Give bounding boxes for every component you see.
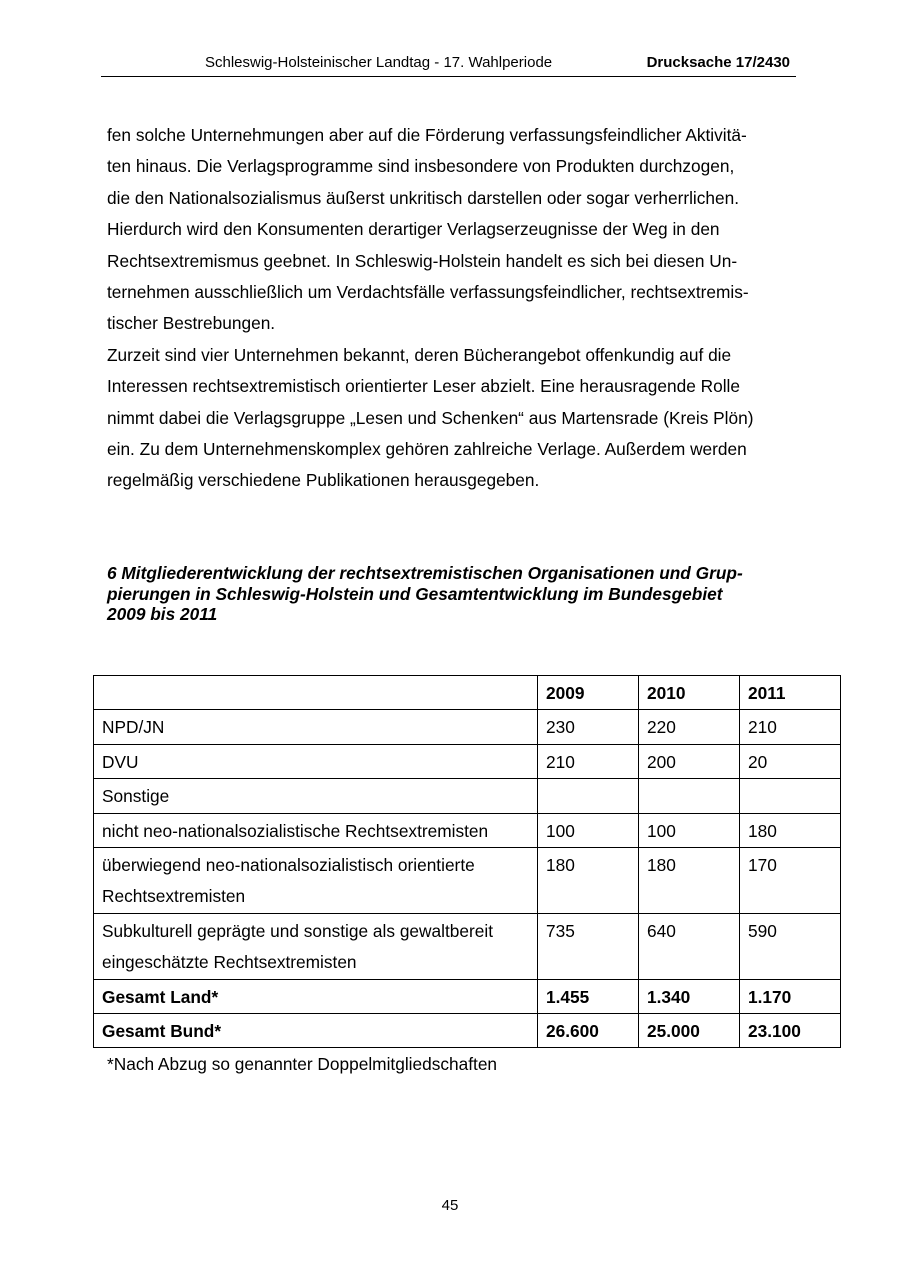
row-label (94, 979, 538, 1013)
value-cell: 100 (538, 813, 639, 847)
value-cell: 20 (740, 744, 841, 778)
value-cell (639, 779, 740, 813)
value-cell (538, 779, 639, 813)
table-row (94, 779, 841, 813)
row-label (94, 779, 538, 813)
row-label-line: überwiegend neo-nationalsozialistisch orientierte (102, 855, 475, 876)
row-label (94, 913, 538, 979)
body-line: die den Nationalsozialismus äußerst unkritisch darstellen oder sogar verherrlichen. (107, 187, 740, 208)
value-cell: 180 (538, 848, 639, 914)
body-line: Zurzeit sind vier Unternehmen bekannt, deren Bücherangebot offenkundig auf die (107, 344, 732, 365)
row-label (94, 1014, 538, 1048)
value-cell: 25.000 (639, 1014, 740, 1048)
header-cell-2009: 2009 (538, 676, 639, 710)
value-cell: 1.340 (639, 979, 740, 1013)
heading-line: 6 Mitgliederentwicklung der rechtsextremistischen Organisationen und Grup- (107, 563, 743, 583)
value-cell: 26.600 (538, 1014, 639, 1048)
page-header (101, 52, 796, 77)
value-cell: 180 (740, 813, 841, 847)
value-cell: 210 (740, 710, 841, 744)
document-number: Drucksache 17/2430 (646, 54, 790, 71)
value-cell: 23.100 (740, 1014, 841, 1048)
row-label-line: nicht neo-nationalsozialistische Rechtsextremisten (102, 820, 489, 841)
table-row (94, 744, 841, 778)
body-line: fen solche Unternehmungen aber auf die Förderung verfassungsfeindlicher Aktivitä- (107, 125, 747, 145)
body-line: Hierdurch wird den Konsumenten derartiger Verlagserzeugnisse der Weg in den (107, 219, 720, 240)
row-label-line: eingeschätzte Rechtsextremisten (102, 952, 357, 973)
row-label-line: DVU (102, 751, 139, 772)
table-row-total-land (94, 979, 841, 1013)
value-cell: 220 (639, 710, 740, 744)
heading-line: pierungen in Schleswig-Holstein und Gesamtentwicklung im Bundesgebiet (107, 583, 723, 604)
row-label (94, 710, 538, 744)
row-label-line: Subkulturell geprägte und sonstige als gewaltbereit (102, 920, 493, 941)
value-cell: 210 (538, 744, 639, 778)
value-cell: 590 (740, 913, 841, 979)
table-row (94, 813, 841, 847)
page-number: 45 (441, 1197, 459, 1214)
value-cell: 100 (639, 813, 740, 847)
row-label-line: Gesamt Bund* (102, 1021, 222, 1042)
row-label-line: Gesamt Land* (102, 986, 219, 1007)
value-cell: 1.170 (740, 979, 841, 1013)
body-line: ternehmen ausschließlich um Verdachtsfälle verfassungsfeindlicher, rechtsextremis- (107, 282, 749, 303)
body-line: regelmäßig verschiedene Publikationen herausgegeben. (107, 470, 540, 491)
body-line: nimmt dabei die Verlagsgruppe „Lesen und Schenken“ aus Martensrade (Kreis Plön) (107, 407, 754, 428)
body-line: Interessen rechtsextremistisch orientierter Leser abzielt. Eine herausragende Rolle (107, 376, 741, 397)
table-row-total-bund (94, 1014, 841, 1048)
value-cell: 180 (639, 848, 740, 914)
table-header-row (94, 676, 841, 710)
body-line: tischer Bestrebungen. (107, 313, 276, 334)
header-cell-2011: 2011 (740, 676, 841, 710)
row-label (94, 848, 538, 914)
footnote: *Nach Abzug so genannter Doppelmitgliedschaften (107, 1054, 498, 1074)
header-cell (94, 676, 538, 710)
table-row (94, 913, 841, 979)
row-label-line: Sonstige (102, 786, 170, 807)
section-heading (107, 563, 797, 625)
row-label-line: NPD/JN (102, 717, 165, 738)
value-cell: 1.455 (538, 979, 639, 1013)
value-cell: 735 (538, 913, 639, 979)
value-cell: 200 (639, 744, 740, 778)
body-text (107, 120, 797, 497)
row-label (94, 813, 538, 847)
header-cell-2010: 2010 (639, 676, 740, 710)
value-cell: 640 (639, 913, 740, 979)
header-title: Schleswig-Holsteinischer Landtag - 17. Wahlperiode (205, 54, 553, 71)
heading-line: 2009 bis 2011 (107, 604, 218, 624)
row-label (94, 744, 538, 778)
value-cell (740, 779, 841, 813)
value-cell: 230 (538, 710, 639, 744)
table-row (94, 710, 841, 744)
body-line: ten hinaus. Die Verlagsprogramme sind insbesondere von Produkten durchzogen, (107, 156, 735, 177)
body-line: Rechtsextremismus geebnet. In Schleswig-Holstein handelt es sich bei diesen Un- (107, 250, 738, 271)
body-line: ein. Zu dem Unternehmenskomplex gehören zahlreiche Verlage. Außerdem werden (107, 439, 747, 460)
table-row (94, 848, 841, 914)
membership-table (93, 675, 841, 1048)
row-label-line: Rechtsextremisten (102, 886, 246, 907)
value-cell: 170 (740, 848, 841, 914)
